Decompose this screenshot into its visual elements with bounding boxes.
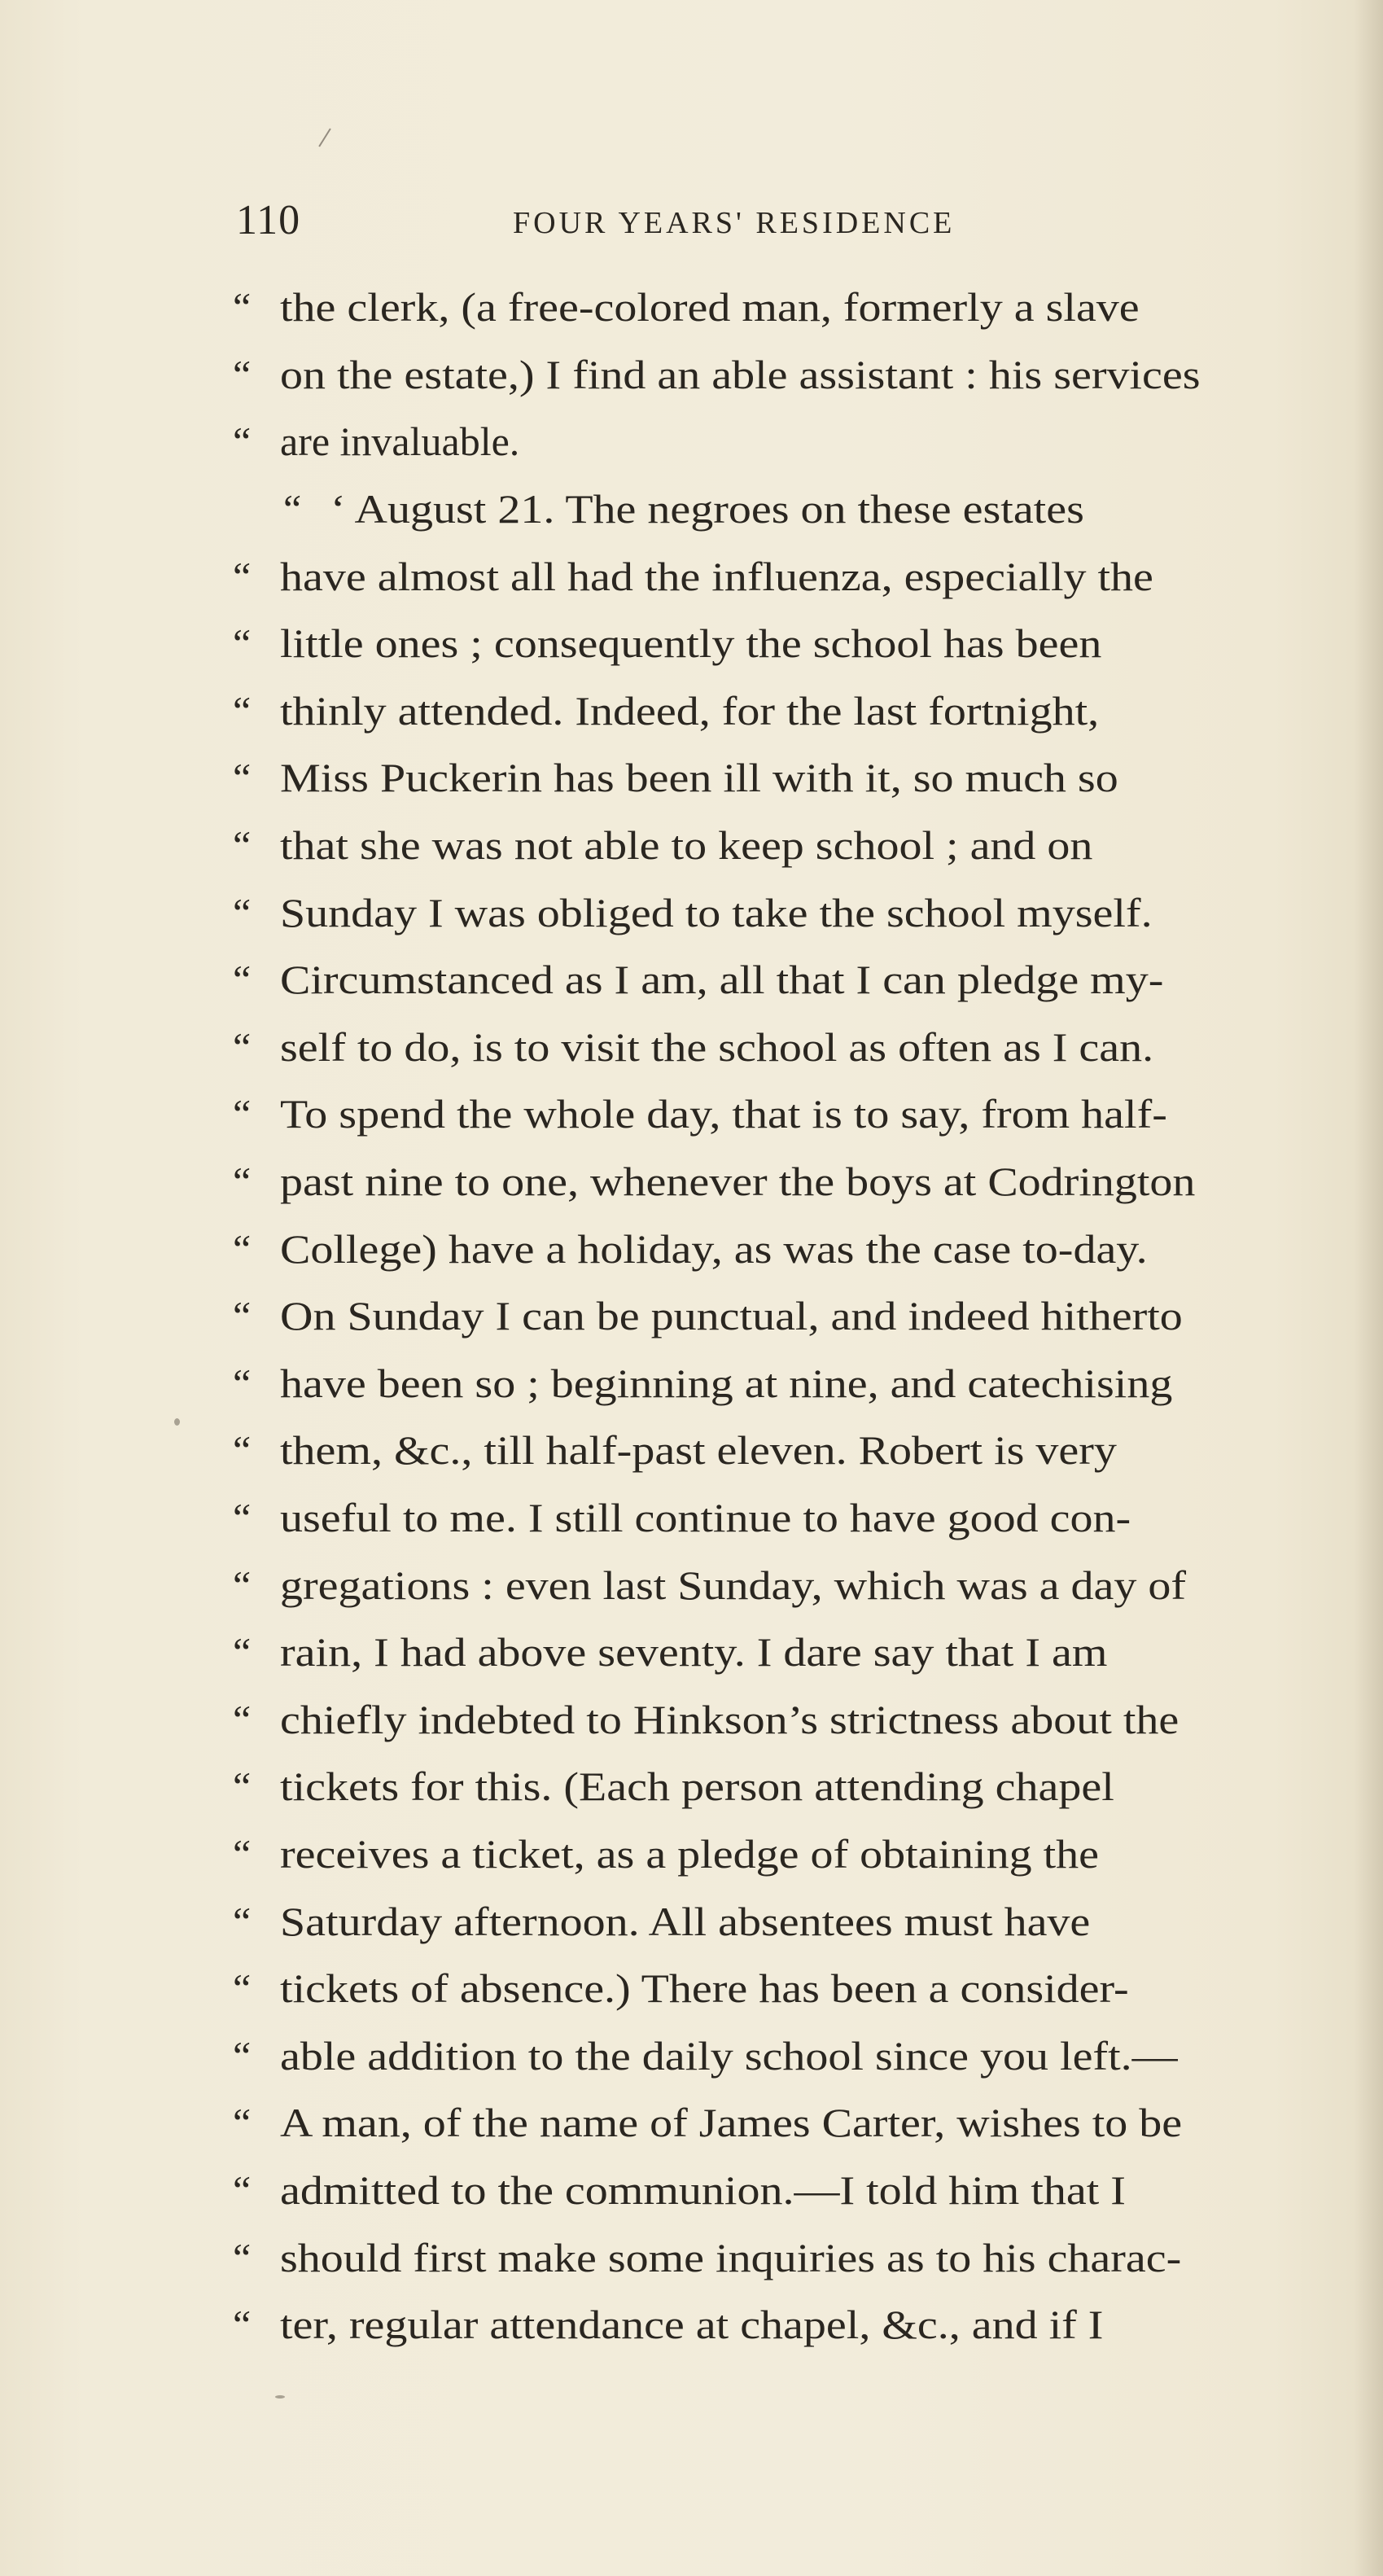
- quote-mark: “: [233, 418, 252, 465]
- paper-speck: [275, 2395, 285, 2399]
- paper-speck: [174, 1418, 180, 1426]
- line-text: thinly attended. Indeed, for the last fortnight,: [280, 687, 1100, 734]
- text-line: [233, 408, 1372, 475]
- quote-mark: “: [233, 822, 252, 869]
- text-line: [233, 1148, 1372, 1216]
- text-line: [233, 946, 1372, 1014]
- quote-mark: “: [233, 2100, 252, 2146]
- text-line: [233, 1619, 1372, 1686]
- text-line: [233, 274, 1372, 341]
- text-line: [233, 2223, 1372, 2291]
- line-text: are invaluable.: [280, 418, 520, 465]
- line-text: able addition to the daily school since you left.—: [280, 2032, 1178, 2079]
- quote-mark: “: [233, 1091, 252, 1137]
- line-text: College) have a holiday, as was the case to-day.: [280, 1225, 1148, 1272]
- quote-mark: “: [233, 1023, 252, 1070]
- text-line: [233, 1014, 1372, 1081]
- quote-mark: “: [233, 1293, 252, 1339]
- quote-mark: “: [233, 2166, 252, 2213]
- text-line: [233, 542, 1372, 610]
- quote-mark: “: [233, 2234, 252, 2280]
- quote-mark: “: [233, 351, 252, 397]
- line-text: have almost all had the influenza, especially the: [280, 553, 1153, 599]
- text-line: [233, 475, 1372, 543]
- line-text: them, &c., till half-past eleven. Robert is very: [280, 1427, 1117, 1474]
- body-text: [233, 274, 1372, 2358]
- line-text: admitted to the communion.—I told him that I: [280, 2166, 1126, 2213]
- quote-mark: “: [233, 284, 252, 331]
- line-text: have been so ; beginning at nine, and catechising: [280, 1360, 1173, 1406]
- quote-mark: “: [233, 620, 252, 667]
- line-text: ‘ August 21. The negroes on these estates: [330, 486, 1084, 532]
- line-text: should first make some inquiries as to his charac-: [280, 2234, 1182, 2280]
- line-text: receives a ticket, as a pledge of obtaining the: [280, 1830, 1100, 1877]
- line-text: A man, of the name of James Carter, wishes to be: [280, 2100, 1183, 2146]
- quote-mark: “: [233, 957, 252, 1003]
- quote-mark: “: [233, 1494, 252, 1540]
- text-line: [233, 1417, 1372, 1484]
- line-text: on the estate,) I find an able assistant : his services: [280, 351, 1201, 397]
- line-text: Miss Puckerin has been ill with it, so much so: [280, 755, 1118, 801]
- line-text: On Sunday I can be punctual, and indeed hitherto: [280, 1293, 1183, 1339]
- quote-mark: “: [233, 687, 252, 734]
- quote-mark: “: [233, 1898, 252, 1944]
- text-line: [233, 878, 1372, 946]
- text-line: [233, 2089, 1372, 2157]
- text-line: [233, 1215, 1372, 1282]
- text-line: [233, 1350, 1372, 1417]
- quote-mark: “: [233, 1360, 252, 1406]
- quote-mark: “: [233, 1696, 252, 1742]
- text-line: [233, 812, 1372, 879]
- quote-mark: “: [233, 1427, 252, 1474]
- text-line: [233, 2022, 1372, 2089]
- line-text: Saturday afternoon. All absentees must have: [280, 1898, 1091, 1944]
- text-line: [233, 1484, 1372, 1552]
- line-text: chiefly indebted to Hinkson’s strictness about the: [280, 1696, 1179, 1742]
- text-line: [233, 1753, 1372, 1820]
- quote-mark: “: [233, 553, 252, 599]
- quote-mark: “: [233, 1965, 252, 2012]
- line-text: self to do, is to visit the school as often as I can.: [280, 1023, 1154, 1070]
- text-line: [233, 1955, 1372, 2022]
- line-text: ter, regular attendance at chapel, &c., and if I: [280, 2302, 1104, 2348]
- quote-mark: “: [233, 2032, 252, 2079]
- line-text: gregations : even last Sunday, which was a day of: [280, 1562, 1186, 1608]
- running-head: FOUR YEARS' RESIDENCE: [513, 206, 956, 240]
- text-line: [233, 1685, 1372, 1753]
- text-line: [233, 1080, 1372, 1148]
- line-text: past nine to one, whenever the boys at Codrington: [280, 1159, 1196, 1205]
- text-line: [233, 1820, 1372, 1888]
- line-text: tickets of absence.) There has been a consider-: [280, 1965, 1129, 2012]
- quote-mark: “: [233, 889, 252, 935]
- text-line: [233, 744, 1372, 812]
- line-text: useful to me. I still continue to have good con-: [280, 1494, 1131, 1540]
- text-line: [233, 1551, 1372, 1619]
- line-text: rain, I had above seventy. I dare say that I am: [280, 1629, 1108, 1676]
- quote-mark: “: [233, 1830, 252, 1877]
- line-text: little ones ; consequently the school has been: [280, 620, 1102, 667]
- text-line: [233, 2291, 1372, 2359]
- line-text: that she was not able to keep school ; and on: [280, 822, 1093, 869]
- quote-mark: “: [233, 1562, 252, 1608]
- pencil-mark: [318, 128, 330, 147]
- quote-mark: “: [233, 1225, 252, 1272]
- quote-mark: “: [233, 1159, 252, 1205]
- page-number: 110: [236, 197, 301, 243]
- line-text: To spend the whole day, that is to say, from half-: [280, 1091, 1167, 1137]
- quote-mark: “: [233, 1629, 252, 1676]
- quote-mark: “: [283, 486, 302, 532]
- line-text: Sunday I was obliged to take the school myself.: [280, 889, 1153, 935]
- quote-mark: “: [233, 2302, 252, 2348]
- text-line: [233, 341, 1372, 409]
- line-text: Circumstanced as I am, all that I can pledge my-: [280, 957, 1164, 1003]
- text-line: [233, 1887, 1372, 1955]
- text-line: [233, 2157, 1372, 2224]
- text-line: [233, 1282, 1372, 1350]
- text-line: [233, 677, 1372, 745]
- quote-mark: “: [233, 1763, 252, 1810]
- page-header: [236, 192, 1359, 249]
- line-text: the clerk, (a free-colored man, formerly a slave: [280, 284, 1140, 331]
- line-text: tickets for this. (Each person attending chapel: [280, 1763, 1114, 1810]
- text-line: [233, 610, 1372, 677]
- quote-mark: “: [233, 755, 252, 801]
